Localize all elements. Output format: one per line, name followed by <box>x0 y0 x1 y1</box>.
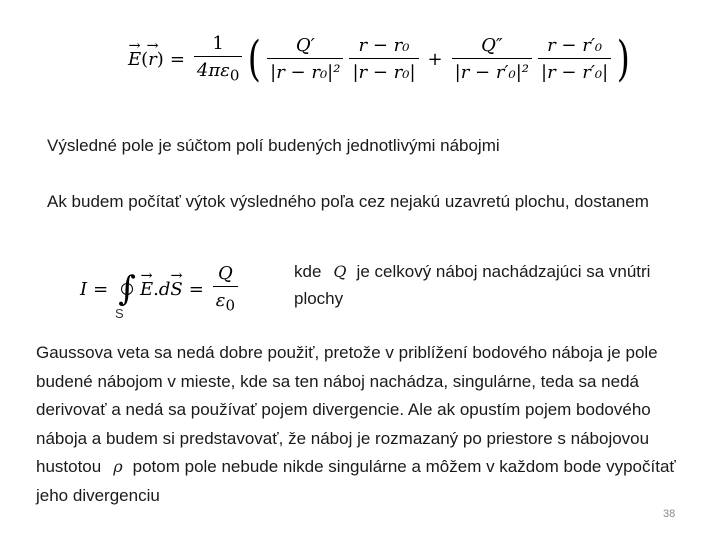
field-superposition-formula: → E ( → r ) = $\frac{1}{4\pi\varepsilon_0}$ ( $\frac{Q'}{\text{|r − r₀|²}}$ $\frac{\text{r − r₀}}{\text{|r − r₀|}}$ + $\frac{Q''}{\text{|r − r′₀|²}}$ $\frac{\text{r − r′₀}}{\text{|r − r′₀|}}$ ) <box>128 24 608 94</box>
charge-symbol: Q <box>333 262 347 281</box>
term2-magnitude-fraction: $\frac{Q''}{\text{|r − r′₀|²}}$ <box>452 35 532 83</box>
surface-label: S <box>115 306 124 321</box>
page-number: 38 <box>663 508 676 520</box>
field-vector-symbol: → E <box>140 279 153 300</box>
charge-note: kde Q je celkový náboj nachádzajúci sa vnútri plochy <box>294 262 651 308</box>
position-vector-symbol: → r <box>148 49 157 70</box>
closed-surface-integral-icon: ∫ <box>118 269 136 309</box>
term1-magnitude-fraction: $\frac{Q'}{\text{|r − r₀|²}}$ <box>267 35 343 83</box>
gauss-law-formula: I = ∫ → E . d→ S = $\frac{Q}{\varepsilon_0}$ <box>80 254 280 324</box>
plus-sign: + <box>427 48 443 70</box>
charge-over-permittivity-fraction: $\frac{Q}{\varepsilon_0}$ <box>213 263 238 315</box>
charge-density-symbol: ρ <box>113 457 123 476</box>
equals-sign: = <box>169 48 185 70</box>
flux-symbol: I <box>80 278 88 300</box>
term2-direction-fraction: $\frac{\text{r − r′₀}}{\text{|r − r′₀|}}$ <box>538 35 611 83</box>
superposition-statement: Výsledné pole je súčtom polí budených jednotlivými nábojmi <box>47 136 500 155</box>
term1-direction-fraction: $\frac{\text{r − r₀}}{\text{|r − r₀|}}$ <box>349 35 418 83</box>
gauss-explanation-paragraph: Gaussova veta sa nedá dobre použiť, pretože v priblížení bodového náboja je pole budené nábojom v mieste, kde sa ten náboj nachádza, singulárne, teda sa nedá derivovať a nedá sa používať pojem divergencie. Ale ak opustím pojem bodového náboja a budem si predstavovať, že náboj je rozmazaný po priestore s nábojovou hustotou ρ potom pole nebude nikde singulárne a môžem v každom bode vypočítať jeho divergenciu <box>36 343 676 505</box>
prefactor-fraction: $\frac{1}{4\pi\varepsilon_0}$ <box>194 33 243 85</box>
surface-differential: d→ S <box>159 279 183 300</box>
flux-statement: Ak budem počítať výtok výsledného poľa cez nejakú uzavretú plochu, dostanem <box>47 192 649 211</box>
field-vector-symbol: → E <box>128 49 141 70</box>
